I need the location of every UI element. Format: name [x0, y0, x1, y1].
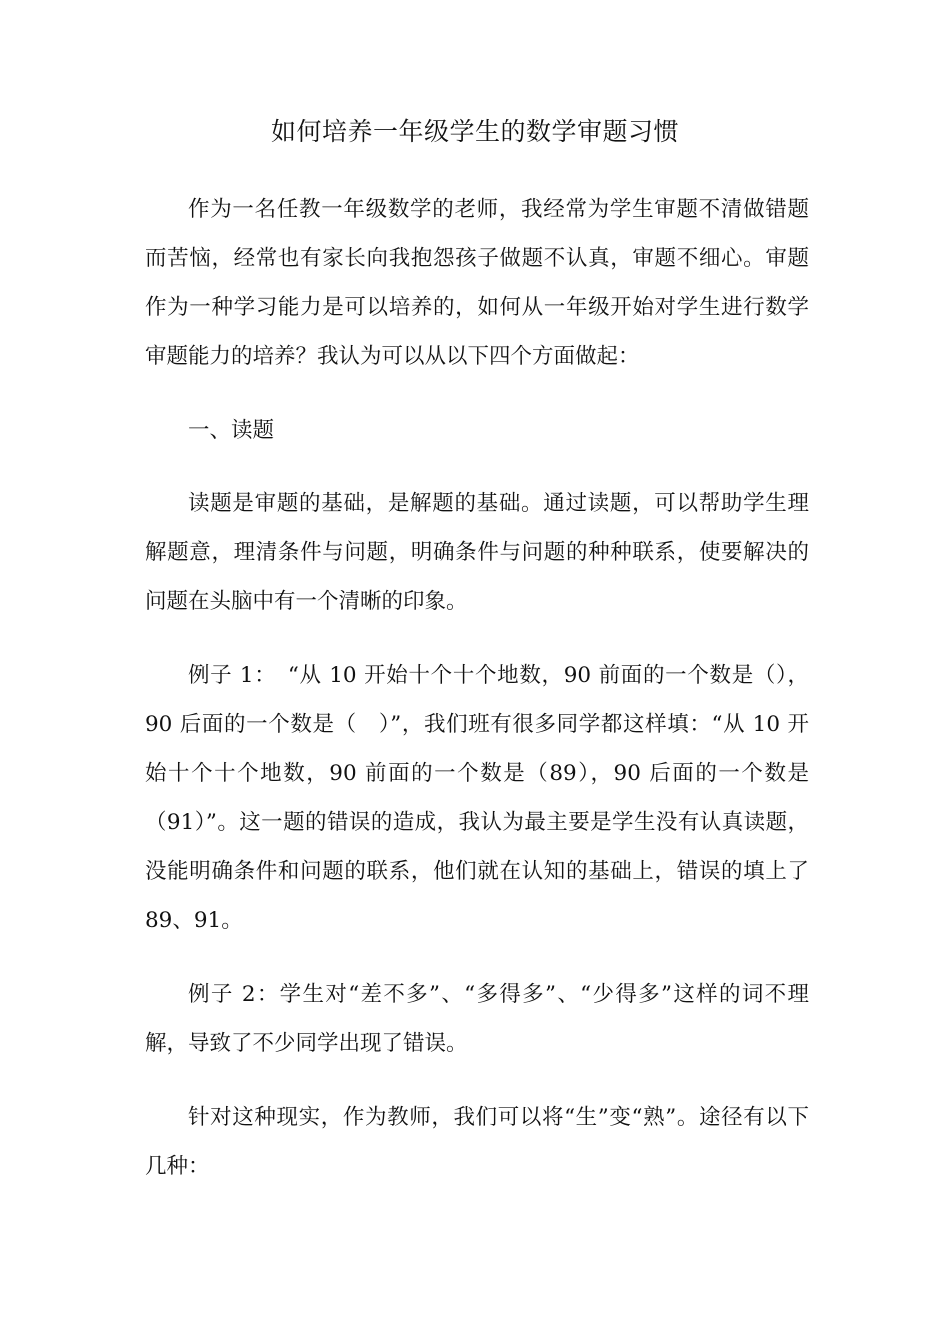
example-2-paragraph: 例子 2：学生对“差不多”、“多得多”、“少得多”这样的词不理解，导致了不少同学出现了错误。: [145, 982, 809, 1056]
example-1-paragraph: 例子 1： “从 10 开始十个十个地数，90 前面的一个数是（），90 后面的一个数是（ ）”，我们班有很多同学都这样填：“从 10 开始十个十个地数，90 前面的一个数是（89），90 后面的一个数是（91）”。这一题的错误的造成，我认为最主要是学生没有认真读题，没能明确条件和问题的联系，他们就在认知的基础上，错误的填上了 89、91。: [145, 663, 809, 933]
document-title: 如何培养一年级学生的数学审题习惯: [270, 117, 679, 146]
intro-paragraph: 作为一名任教一年级数学的老师，我经常为学生审题不清做错题而苦恼，经常也有家长向我抱怨孩子做题不认真，审题不细心。审题作为一种学习能力是可以培养的，如何从一年级开始对学生进行数学审题能力的培养？我认为可以从以下四个方面做起：: [145, 197, 809, 369]
section-heading-reading: 一、读题: [188, 418, 275, 443]
reading-paragraph: 读题是审题的基础，是解题的基础。通过读题，可以帮助学生理解题意，理清条件与问题，明确条件与问题的种种联系，使要解决的问题在头脑中有一个清晰的印象。: [145, 491, 809, 614]
document-body: [145, 185, 809, 1216]
approach-paragraph: 针对这种现实，作为教师，我们可以将“生”变“熟”。途径有以下几种：: [145, 1105, 809, 1179]
